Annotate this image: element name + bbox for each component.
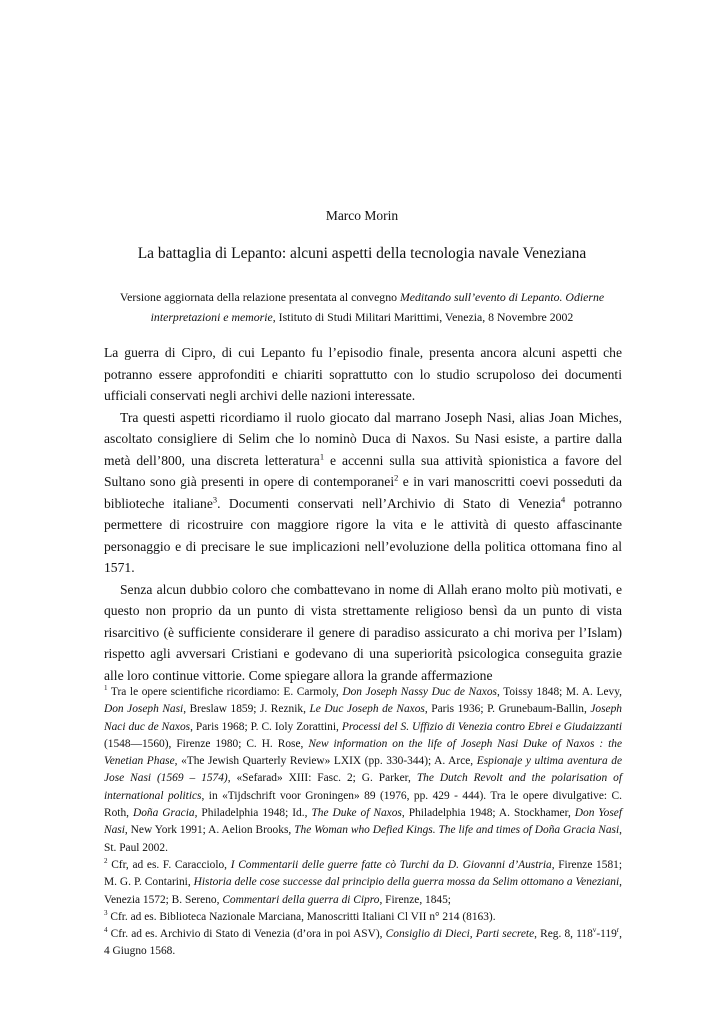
footnote-text: , 4 Giugno 1568. <box>104 928 622 958</box>
paragraph-text: Tra questi aspetti ricordiamo il ruolo giocato dal marrano Joseph Nasi, alias Joan Miches, ascoltato consigliere di Selim che lo nominò Duca di Naxos. Su Nasi esiste, a partire dalla metà dell’800, una discreta letteratura <box>104 409 622 468</box>
footnote-text: , Philadelphia 1948; A. Stockhamer, <box>401 807 575 820</box>
citation-title: Doña Gracia <box>133 807 195 820</box>
footnote-text: , Firenze, 1845; <box>379 893 451 906</box>
footnote-text: (1548—1560), Firenze 1980; C. H. Rose, <box>104 737 309 750</box>
folio-verso: v <box>592 926 597 935</box>
citation-title: Don Joseph Nassy Duc de Naxos <box>342 686 497 698</box>
document-title: La battaglia di Lepanto: alcuni aspetti della tecnologia navale Veneziana <box>137 245 587 262</box>
paragraph-text: e accenni sulla sua attività spionistica a favore del Sultano sono già presenti in opere di contemporanei <box>104 452 622 489</box>
citation-title: Le Duc Joseph de Naxos <box>309 703 425 716</box>
footnote-text: -119 <box>596 928 617 941</box>
citation-title: Processi del S. Uffizio di Venezia contro Ebrei e Giudaizzanti <box>341 720 622 733</box>
paragraph-1: La guerra di Cipro, di cui Lepanto fu l’episodio finale, presenta ancora alcuni aspetti che potranno essere approfonditi e chiariti soprattutto con lo studio scrupoloso dei documenti ufficiali conservati negli archivi delle nazioni interessate. <box>104 345 622 403</box>
paragraph-2 <box>104 407 622 579</box>
footnote-text: , Paris 1968; P. C. Ioly Zorattini, <box>190 720 342 733</box>
footnote-text: , New York 1991; A. Aelion Brooks, <box>124 824 295 837</box>
citation-title: The Woman who Defied Kings. The life and times of Doña Gracia Nasi <box>294 824 620 837</box>
footnote-text: , Paris 1936; P. Grunebaum-Ballin, <box>424 703 591 716</box>
footnote-text: , Toissy 1848; M. A. Levy, <box>496 686 623 698</box>
footnote-number: 4 <box>104 926 108 935</box>
footnote-3 <box>104 909 622 926</box>
footnote-number: 3 <box>104 909 108 918</box>
paragraph-text: . Documenti conservati nell’Archivio di Stato di Venezia <box>217 495 561 511</box>
paragraph-text: potranno permettere di ricostruire con maggiore rigore la vita e le attività di questo affascinante personaggio e di precisare le sue implicazioni nell’evoluzione della politica ottomana fino al 1571. <box>104 495 622 575</box>
footnote-ref-3: 3 <box>212 493 218 504</box>
paragraph-3: Senza alcun dubbio coloro che combattevano in nome di Allah erano molto più motivati, e questo non proprio da un punto di vista strettamente religioso bensì da un punto di vista risarcitivo (è sufficiente considerare il genere di paradiso assicurato a chi moriva per l’Islam) rispetto agli avversari Cristiani e godevano di una superiorità psicologica conseguita grazie alle loro continue vittorie. Come spiegare allora la grande affermazione <box>104 581 622 683</box>
footnote-number: 2 <box>104 857 108 866</box>
author-name: Marco Morin <box>325 208 399 223</box>
footnote-text: , Venezia 1572; B. Sereno, <box>104 876 622 906</box>
paragraph-text: e in vari manoscritti coevi posseduti da biblioteche italiane <box>104 474 622 511</box>
footnote-text: Cfr. ad es. Biblioteca Nazionale Marciana, Manoscritti Italiani Cl VII n° 214 (8163). <box>107 910 496 923</box>
footnote-text: , in «Tijdschrift voor Groningen» 89 (1976, pp. 429 - 444). Tra le opere divulgative: C. Roth, <box>104 789 622 820</box>
footnote-ref-1: 1 <box>319 450 325 461</box>
citation-title: I Commentarii delle guerre fatte cò Turchi da D. Giovanni d’Austria <box>230 858 552 871</box>
footnote-text: , Reg. 8, 118 <box>534 928 593 941</box>
footnote-text: , Breslaw 1859; J. Reznik, <box>183 703 310 716</box>
footnote-text: Tra le opere scientifiche ricordiamo: E. Carmoly, <box>107 686 343 698</box>
citation-title: Commentari della guerra di Cipro <box>222 893 380 906</box>
subtitle-text: Versione aggiornata della relazione presentata al convegno <box>119 290 400 304</box>
citation-title: Don Yosef Nasi <box>104 807 623 837</box>
conference-title: Meditando sull’evento di Lepanto. Odierne interpretazioni e memorie <box>150 290 605 324</box>
footnote-text: , Firenze 1581; M. G. P. Contarini, <box>104 858 623 889</box>
footnote-text: , St. Paul 2002. <box>104 824 622 854</box>
footnote-text: , «The Jewish Quarterly Review» LXIX (pp. 330-344); A. Arce, <box>174 755 477 768</box>
citation-title: Espionaje y ultima aventura de Jose Nasi (1569 – 1574) <box>104 755 622 785</box>
footnote-1 <box>104 684 622 857</box>
citation-title: The Duke of Naxos <box>311 807 402 820</box>
citation-title: New information on the life of Joseph Nasi Duke of Naxos : the Venetian Phase <box>104 737 622 768</box>
citation-title: Joseph Naci duc de Naxos <box>104 703 622 733</box>
footnote-4 <box>104 926 622 961</box>
document-subtitle <box>118 287 606 327</box>
footnote-ref-4: 4 <box>561 493 566 504</box>
citation-title: Historia delle cose successe dal principio della guerra mossa da Selim ottomano a Veneziani <box>193 876 620 889</box>
main-text <box>104 342 622 686</box>
footnote-text: Cfr, ad es. F. Caracciolo, <box>107 858 231 871</box>
subtitle-text: , Istituto di Studi Militari Marittimi, Venezia, 8 Novembre 2002 <box>272 310 574 324</box>
citation-title: Consiglio di Dieci, Parti secrete <box>385 928 535 941</box>
citation-title: Don Joseph Nasi <box>104 703 184 716</box>
folio-recto: r <box>616 926 620 935</box>
footnote-2 <box>104 857 622 909</box>
footnote-text: Cfr. ad es. Archivio di Stato di Venezia (d’ora in poi ASV), <box>107 928 386 941</box>
footnote-number: 1 <box>104 684 108 693</box>
footnotes <box>104 684 622 961</box>
footnote-ref-2: 2 <box>394 472 399 483</box>
footnote-text: , «Sefarad» XIII: Fasc. 2; G. Parker, <box>227 772 417 785</box>
citation-title: The Dutch Revolt and the polarisation of international politics <box>104 772 622 802</box>
footnote-text: , Philadelphia 1948; Id., <box>194 807 312 820</box>
